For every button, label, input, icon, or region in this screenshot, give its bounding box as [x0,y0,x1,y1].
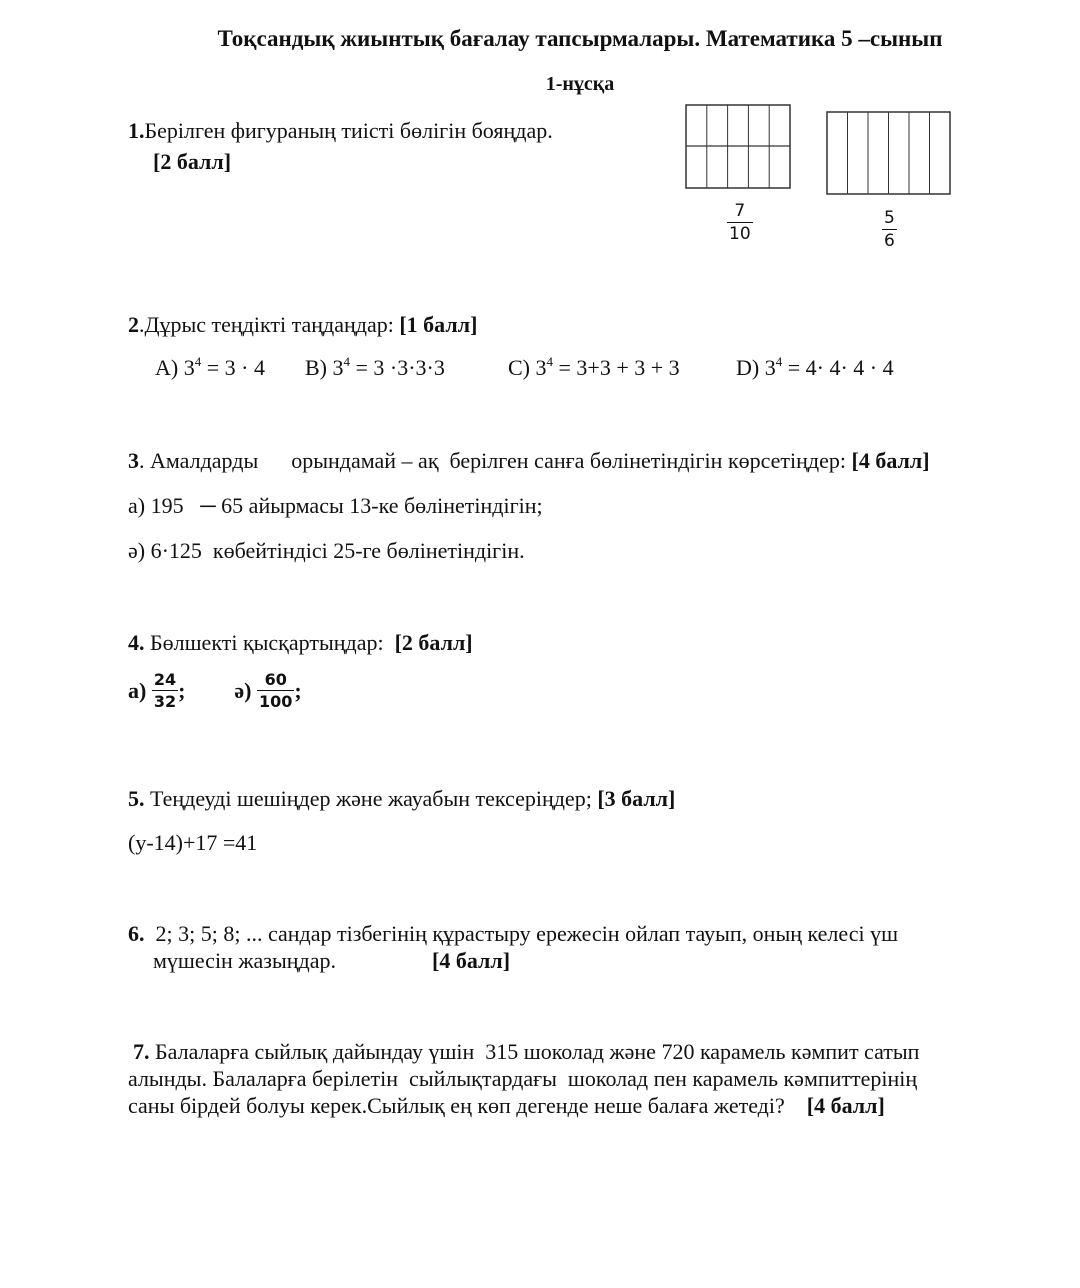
q7-line2: алынды. Балаларға берілетін сыйлықтардағы шоколад пен карамель кәмпиттерінің [128,1066,918,1091]
q3-points: [4 балл] [851,448,930,473]
q1-points: [2 балл] [153,149,232,174]
q4-a-label: а) [128,678,147,703]
question-3 [128,448,930,474]
q2-points: [1 балл] [399,312,478,337]
q2-option-c: C) $3^4 = 3+3 + 3 + 3$ [508,354,680,380]
question-1 [128,118,553,144]
q2-number: 2 [128,312,139,337]
q5-number: 5. [128,786,145,811]
question-5 [128,786,675,812]
q2-option-d: D) $3^4 = 4\cdot 4\cdot 4 \cdot 4$ [736,354,894,380]
q5-equation: (у-14)+17 =41 [128,830,258,855]
q4-fractions: а) $\frac{24}{32}$ ; ә) $\frac{60}{100}$ ; [128,670,302,711]
q5-text: Теңдеуді шешіңдер және жауабын тексеріңдер; [144,786,592,811]
fraction-60-100: $\frac{60}{100}$ [259,670,293,711]
question-2 [128,312,477,338]
q4-number: 4. [128,630,145,655]
q6-points: [4 балл] [432,948,511,973]
q3-text: . Амалдарды орындамай – ақ берілген санға бөлінетіндігін көрсетіңдер: [139,448,846,473]
grid-figure-tenths [685,104,791,189]
q7-line1: Балаларға сыйлық дайындау үшін 315 шоколад және 720 карамель кәмпит сатып [149,1039,920,1064]
grid-figure-sixths [826,111,951,195]
q1-text: Берілген фигураның тиісті бөлігін бояңдар. [144,118,553,143]
fraction-24-32: $\frac{24}{32}$ [153,670,177,711]
q2-text: .Дұрыс теңдікті таңдаңдар: [139,312,394,337]
q4-text: Бөлшекті қысқартыңдар: [144,630,384,655]
fraction-numerator: 5 [884,208,895,228]
variant-label: 1-нұсқа [545,73,615,95]
q3-item-a: а) 195 ─ 65 айырмасы 13-ке бөлінетіндігін; [128,493,543,518]
q7-line3: саны бірдей болуы керек.Сыйлық ең көп дегенде неше балаға жетеді? [4 балл] [128,1093,885,1118]
q2-option-b: B) $3^4 = 3 \cdot 3\cdot 3\cdot 3$ [305,354,445,380]
fraction-5-6 [882,210,897,250]
q6-number: 6. [128,921,145,946]
q7-number: 7. [133,1039,150,1064]
question-6 [128,921,898,947]
fraction-denominator: 6 [884,231,895,251]
q4-points: [2 балл] [394,630,473,655]
q1-number: 1. [128,118,145,143]
q4-b-label: ә) [234,678,252,703]
fraction-7-10 [727,203,753,243]
fraction-numerator: 7 [727,203,753,223]
page-title: Тоқсандық жиынтық бағалау тапсырмалары. Математика 5 –сынып [217,26,943,51]
q2-option-a: A) $3^4 = 3 \cdot 4$ [155,354,265,380]
q3-number: 3 [128,448,139,473]
q7-points: [4 балл] [806,1093,885,1118]
q3-item-b: ә) 6·125 көбейтіндісі 25-ге бөлінетіндігін. [128,538,525,563]
q6-line2: мүшесін жазыңдар. [153,948,336,973]
fraction-denominator: 10 [729,224,751,244]
question-7 [133,1039,919,1065]
question-4 [128,630,473,656]
q5-points: [3 балл] [597,786,676,811]
q6-text-line1: 2; 3; 5; 8; ... сандар тізбегінің құрастыру ережесін ойлап тауып, оның келесі үш [155,921,899,946]
